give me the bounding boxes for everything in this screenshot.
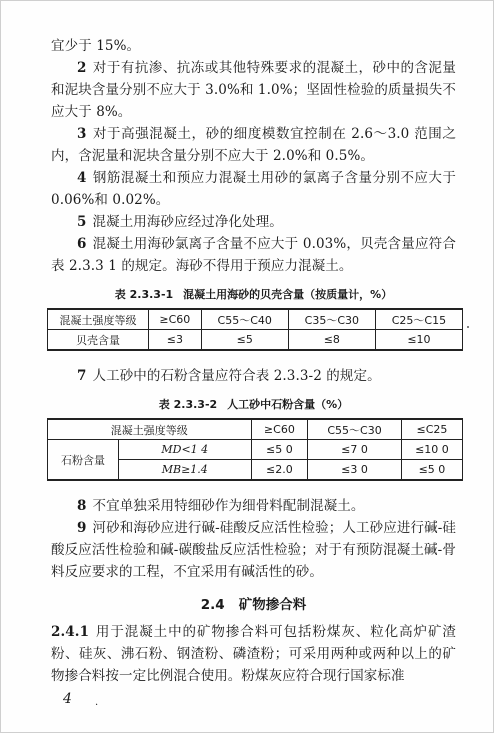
table-1-caption-number: 表 2.3.3-1 (114, 288, 174, 301)
clause-text: 用于混凝土中的矿物掺合料可包括粉煤灰、粒化高炉矿渣粉、硅灰、沸石粉、钢渣粉、磷渣粉；可采用两种或两种以上的矿物掺合料按一定比例混合使用。粉煤灰应符合现行国家标准 (51, 624, 456, 684)
table-cell: MB≥1.4 (119, 460, 252, 481)
table-cell: ≥C60 (149, 309, 202, 330)
item-text: 混凝土用海砂氯离子含量不应大于 0.03%，贝壳含量应符合表 2.3.3 1 的规定。海砂不得用于预应力混凝土。 (51, 236, 456, 274)
item-5 (51, 211, 456, 233)
item-text: 对于高强混凝土，砂的细度模数宜控制在 2.6～3.0 范围之内，含泥量和泥块含量分别不应大于 2.0%和 0.5%。 (51, 126, 456, 164)
item-3 (51, 123, 456, 167)
table-2-caption (51, 396, 456, 412)
section-number: 2.4 (200, 597, 225, 613)
item-text: 不宜单独采用特细砂作为细骨料配制混凝土。 (92, 498, 365, 514)
table-cell: ≤C25 (401, 419, 462, 440)
item-2 (51, 57, 456, 123)
table-2-caption-title: 人工砂中石粉含量（%） (227, 398, 349, 411)
clause-number: 2.4.1 (51, 624, 90, 640)
table-cell: ≤10 0 (401, 440, 462, 460)
section-title: 矿物掺合料 (238, 597, 307, 613)
table-cell: ≤5 0 (251, 440, 308, 460)
table-1 (47, 308, 463, 351)
item-text: 人工砂中的石粉含量应符合表 2.3.3-2 的规定。 (92, 368, 381, 384)
item-7 (51, 365, 456, 387)
table-cell: 混凝土强度等级 (48, 309, 149, 330)
table-cell: C55～C40 (201, 309, 288, 330)
item-8 (51, 495, 456, 517)
item-text: 河砂和海砂应进行碱-硅酸反应活性检验；人工砂应进行碱-硅酸反应活性检验和碱-碳酸盐反应活性检验；对于有预防混凝土碱-骨料反应要求的工程，不宜采用有碱活性的砂。 (51, 520, 456, 580)
table-2-caption-number: 表 2.3.3-2 (158, 398, 218, 411)
table-cell: 贝壳含量 (48, 330, 149, 351)
item-6 (51, 233, 456, 277)
page-number: 4 (63, 691, 72, 707)
table-cell: ≤3 (149, 330, 202, 351)
footer-mark: . (95, 697, 99, 708)
table-cell: 混凝土强度等级 (48, 419, 252, 440)
table-cell: C35～C30 (288, 309, 375, 330)
table-cell: 石粉含量 (48, 440, 119, 481)
scan-speck (467, 326, 469, 328)
page-content (51, 35, 456, 687)
table-cell: ≥C60 (251, 419, 308, 440)
table-cell: C55～C30 (308, 419, 402, 440)
item-number: 8 (77, 498, 87, 514)
item-number: 2 (77, 60, 87, 76)
table-cell: ≤5 0 (401, 460, 462, 481)
item-9 (51, 517, 456, 583)
table-cell: ≤7 0 (308, 440, 402, 460)
table-row (48, 440, 463, 460)
table-cell: MD<1 4 (119, 440, 252, 460)
item-text: 钢筋混凝土和预应力混凝土用砂的氯离子含量分别不应大于 0.06%和 0.02%。 (51, 170, 456, 208)
item-text: 混凝土用海砂应经过净化处理。 (92, 214, 283, 230)
table-cell: ≤10 (375, 330, 462, 351)
table-cell: ≤2.0 (251, 460, 308, 481)
item-4 (51, 167, 456, 211)
table-cell: C25～C15 (375, 309, 462, 330)
item-number: 9 (77, 520, 87, 536)
paragraph-continuation (51, 35, 456, 57)
item-number: 6 (77, 236, 87, 252)
section-heading (51, 593, 456, 613)
table-1-caption (51, 286, 456, 302)
table-row (48, 330, 463, 351)
table-cell: ≤8 (288, 330, 375, 351)
item-number: 5 (77, 214, 87, 230)
item-number: 4 (77, 170, 87, 186)
table-row (48, 309, 463, 330)
clause-2-4-1 (51, 621, 456, 687)
paragraph-text: 宜少于 15%。 (51, 38, 141, 54)
item-number: 3 (77, 126, 87, 142)
item-number: 7 (77, 368, 87, 384)
table-cell: ≤5 (201, 330, 288, 351)
table-cell: ≤3 0 (308, 460, 402, 481)
item-text: 对于有抗渗、抗冻或其他特殊要求的混凝土，砂中的含泥量和泥块含量分别不应大于 3.0%和 1.0%；坚固性检验的质量损失不应大于 8%。 (51, 60, 456, 120)
table-2 (47, 418, 463, 481)
table-1-caption-title: 混凝土用海砂的贝壳含量（按质量计，%） (183, 288, 393, 301)
table-row (48, 419, 463, 440)
